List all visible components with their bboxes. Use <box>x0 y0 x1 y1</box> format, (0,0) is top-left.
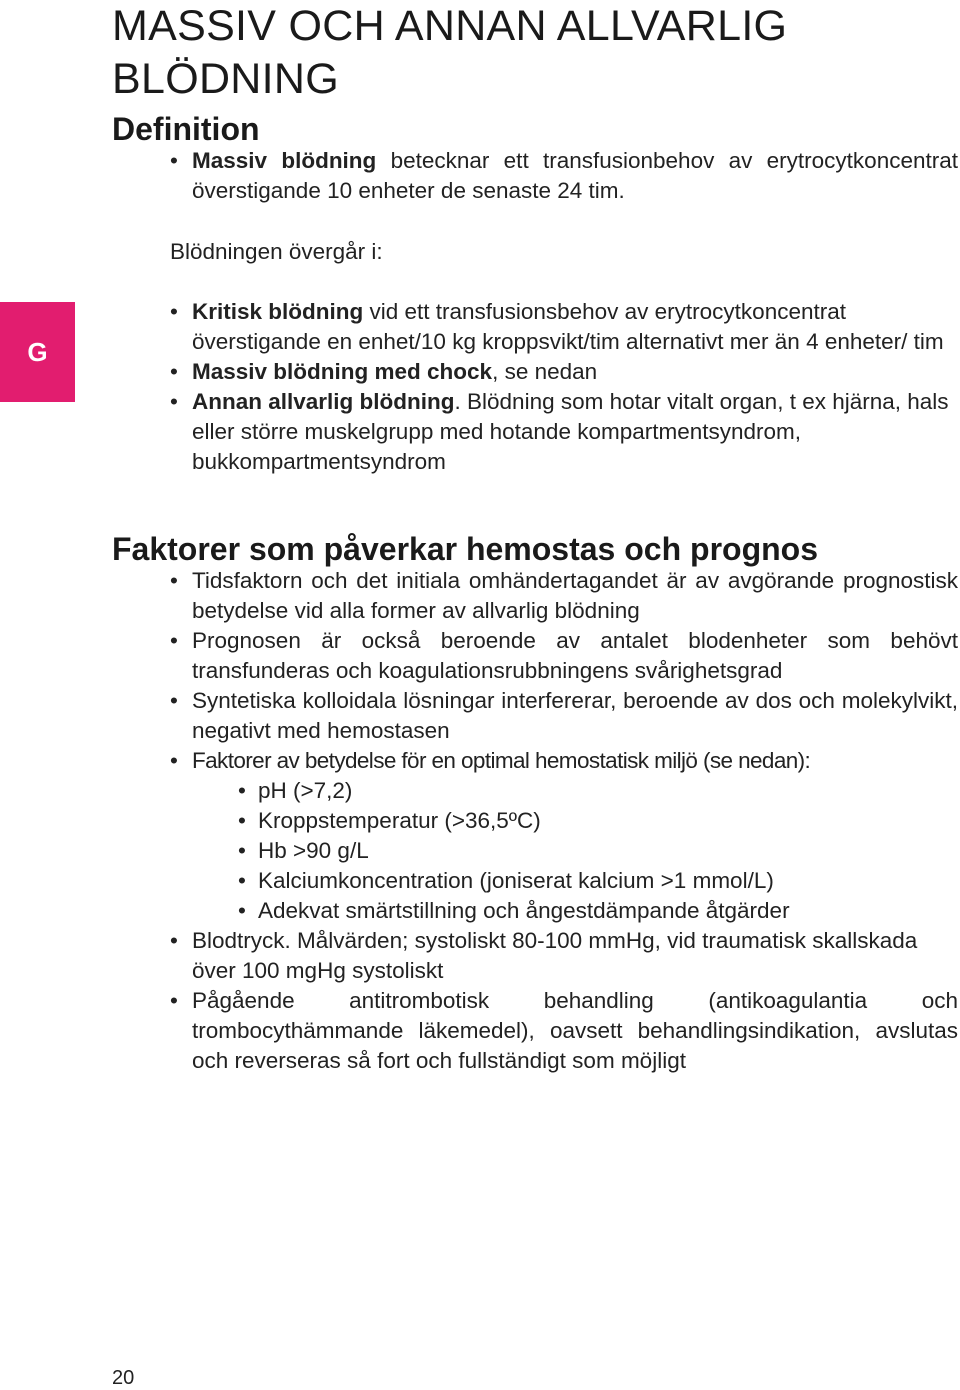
page-title: MASSIV OCH ANNAN ALLVARLIG BLÖDNING <box>112 2 788 103</box>
term-text: vid ett transfusionsbehov av erytrocytkoncentrat överstigande en enhet/10 kg kroppsvikt/tim alternativt mer än 4 enheter/ tim <box>192 299 944 354</box>
bullet-icon: • <box>170 389 178 414</box>
bullet-icon: • <box>238 808 246 833</box>
list-item: • Tidsfaktorn och det initiala omhändertagandet är av avgörande prognostisk betydelse vid alla former av allvarlig blödning <box>170 568 958 623</box>
sublist-item: • Adekvat smärtstillning och ångestdämpande åtgärder <box>168 896 958 926</box>
bullet-icon: • <box>170 928 178 953</box>
hemostatic-conditions-list <box>168 776 958 926</box>
factors-list <box>168 566 958 1076</box>
list-item: • Blodtryck. Målvärden; systoliskt 80-100 mmHg, vid traumatisk skallskada över 100 mgHg systoliskt <box>170 928 918 983</box>
bullet-icon: • <box>170 148 178 173</box>
term-bold: Annan allvarlig blödning <box>192 389 455 414</box>
bullet-icon: • <box>170 748 178 773</box>
factors-heading: Faktorer som påverkar hemostas och prognos <box>112 531 818 567</box>
sublist-item: • Hb >90 g/L <box>168 836 958 866</box>
bullet-icon: • <box>170 568 178 593</box>
list-item <box>168 387 958 477</box>
sublist-item: • pH (>7,2) <box>168 776 958 806</box>
list-item <box>168 297 958 357</box>
bullet-icon: • <box>170 628 178 653</box>
bleeding-types-list <box>168 297 958 477</box>
sublist-item: • Kalciumkoncentration (joniserat kalcium >1 mmol/L) <box>168 866 958 896</box>
bullet-icon: • <box>238 868 246 893</box>
term-text: betecknar ett transfusionbehov av erytrocytkoncentrat överstigande 10 enheter de senaste 24 tim. <box>192 148 958 203</box>
sublist-container <box>168 776 958 926</box>
term-bold: Kritisk blödning <box>192 299 364 324</box>
list-item <box>168 146 958 206</box>
bullet-icon: • <box>170 688 178 713</box>
bullet-icon: • <box>170 988 178 1013</box>
term-text: , se nedan <box>492 359 598 384</box>
definition-heading: Definition <box>112 111 260 147</box>
bullet-icon: • <box>170 359 178 384</box>
page-number: 20 <box>112 1367 135 1389</box>
section-tab-marker: G <box>0 302 75 402</box>
list-item: • Pågående antitrombotisk behandling (antikoagulantia och trombocythämmande läkemedel), oavsett behandlingsindikation, avslutas och reverseras så fort och fullständigt som möjligt <box>170 988 958 1073</box>
bullet-icon: • <box>238 778 246 803</box>
definition-list <box>168 146 958 206</box>
term-text: . Blödning som hotar vitalt organ, t ex hjärna, hals eller större muskelgrupp med hotande kompartmentsyndrom, bukkompartmentsyndrom <box>192 389 949 474</box>
list-item: • Prognosen är också beroende av antalet blodenheter som behövt transfunderas och koagulationsrubbningens svårighetsgrad <box>170 628 958 683</box>
bullet-icon: • <box>238 838 246 863</box>
list-item: • Syntetiska kolloidala lösningar interfererar, beroende av dos och molekylvikt, negativt med hemostasen <box>170 688 958 743</box>
list-item: • Faktorer av betydelse för en optimal hemostatisk miljö (se nedan): <box>168 746 958 776</box>
list-item <box>168 357 958 387</box>
term-bold: Massiv blödning <box>192 148 377 173</box>
sublist-item: • Kroppstemperatur (>36,5ºC) <box>168 806 958 836</box>
term-bold: Massiv blödning med chock <box>192 359 493 384</box>
bullet-icon: • <box>170 299 178 324</box>
definition-intro: Blödningen övergår i: <box>170 239 383 264</box>
bullet-icon: • <box>238 898 246 923</box>
